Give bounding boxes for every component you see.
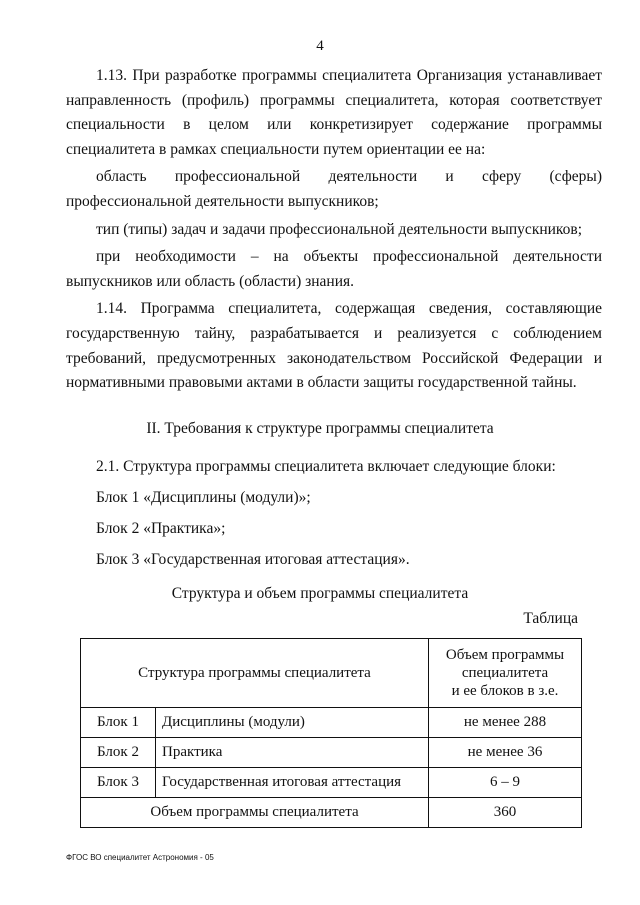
table-row <box>81 738 582 768</box>
table-total-row <box>81 798 582 828</box>
paragraph-1-13: 1.13. При разработке программы специалитета Организация устанавливает направленность (профиль) программы специалитета, которая соответствует специальности в целом или конкретизирует содержание программы специалитета в рамках специальности путем ориентации ее на: <box>66 67 602 158</box>
total-label-cell: Объем программы специалитета <box>81 798 429 828</box>
block-name-cell: Государственная итоговая аттестация <box>156 768 429 798</box>
page-number: 4 <box>316 38 324 54</box>
block-value-cell: не менее 288 <box>429 708 582 738</box>
block-list <box>66 454 602 578</box>
header-volume <box>429 639 582 708</box>
block-cell: Блок 1 <box>81 708 156 738</box>
total-value-cell: 360 <box>429 798 582 828</box>
paragraph-1-14: 1.14. Программа специалитета, содержащая сведения, составляющие государственную тайну, разрабатывается и реализуется с соблюдением требований, предусмотренных законодательством Российской Федерации и нормативными правовыми актами в области защиты государственной тайны. <box>66 300 602 392</box>
header-volume-line-1: Объем программы <box>445 647 565 663</box>
page-footer: ФГОС ВО специалитет Астрономия - 05 <box>66 853 214 862</box>
list-intro: 2.1. Структура программы специалитета включает следующие блоки: <box>96 458 556 475</box>
block-name-cell: Практика <box>156 738 429 768</box>
block-name-cell: Дисциплины (модули) <box>156 708 429 738</box>
structure-table <box>80 638 582 828</box>
header-volume-line-2: специалитета <box>461 665 549 681</box>
paragraph-professional-area: область профессиональной деятельности и сферу (сферы) профессиональной деятельности выпускников; <box>66 168 602 210</box>
header-volume-line-3: и ее блоков в з.е. <box>451 683 559 699</box>
paragraph-task-types: тип (типы) задач и задачи профессиональной деятельности выпускников; <box>96 220 583 238</box>
block-value-cell: 6 – 9 <box>429 768 582 798</box>
table-label: Таблица <box>523 610 578 627</box>
block-cell: Блок 3 <box>81 768 156 798</box>
table-row <box>81 708 582 738</box>
section-heading: II. Требования к структуре программы специалитета <box>146 420 494 437</box>
header-structure: Структура программы специалитета <box>81 639 429 708</box>
body-text <box>66 64 602 396</box>
paragraph-objects: при необходимости – на объекты профессиональной деятельности выпускников или область (области) знания. <box>66 248 602 290</box>
table-title: Структура и объем программы специалитета <box>171 585 469 602</box>
block-value-cell: не менее 36 <box>429 738 582 768</box>
list-item-block-3: Блок 3 «Государственная итоговая аттестация». <box>96 551 410 568</box>
list-item-block-1: Блок 1 «Дисциплины (модули)»; <box>96 489 311 506</box>
block-cell: Блок 2 <box>81 738 156 768</box>
list-item-block-2: Блок 2 «Практика»; <box>96 520 226 537</box>
table-row <box>81 768 582 798</box>
table-header-row <box>81 639 582 708</box>
